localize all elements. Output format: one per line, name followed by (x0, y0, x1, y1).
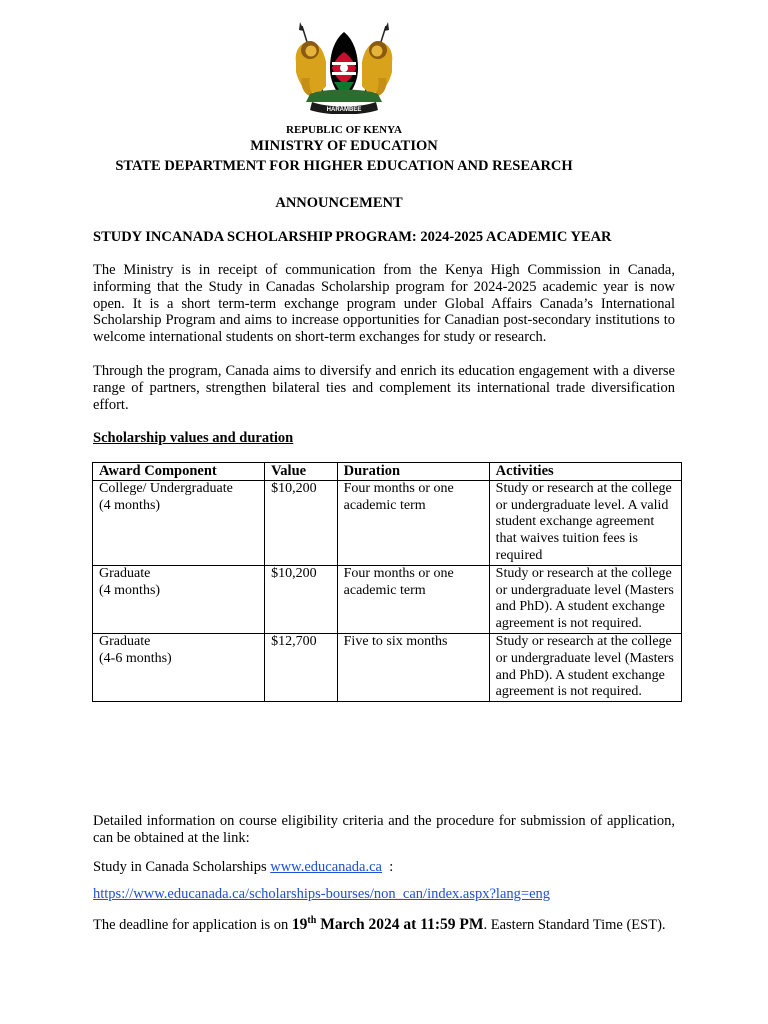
component-name: College/ Undergraduate (99, 480, 233, 496)
activities-cell: Study or research at the college or undergraduate level. A valid student exchange agreement that waives tuition fees is required (489, 480, 681, 565)
deadline-date: March 2024 at 11:59 PM (320, 916, 484, 934)
site-colon: : (389, 859, 394, 875)
educanada-site-link[interactable]: www.educanada.ca (270, 859, 382, 875)
table-row (93, 480, 682, 565)
deadline-day-suffix: th (307, 915, 317, 926)
table-row (93, 565, 682, 633)
republic-heading: REPUBLIC OF KENYA (286, 124, 402, 136)
duration-cell: Four months or one academic term (337, 565, 489, 633)
ministry-heading: MINISTRY OF EDUCATION (250, 138, 438, 154)
component-period: (4 months) (99, 497, 161, 513)
deadline-rest: . Eastern Standard Time (EST). (483, 917, 666, 934)
deadline-day-number: 19 (291, 916, 308, 934)
col-duration: Duration (337, 463, 489, 481)
department-heading: STATE DEPARTMENT FOR HIGHER EDUCATION AND RESEARCH (115, 158, 573, 174)
motto-text: HARAMBEE (326, 107, 362, 113)
duration-cell: Four months or one academic term (337, 480, 489, 565)
details-paragraph: Detailed information on course eligibility criteria and the procedure for submission of application, can be obtained at the link: (93, 813, 675, 846)
table-heading: Scholarship values and duration (93, 430, 294, 446)
site-label: Study in Canada Scholarships (93, 859, 267, 875)
component-period: (4 months) (99, 582, 161, 598)
award-component-cell (93, 633, 265, 701)
activities-cell: Study or research at the college or undergraduate level (Masters and PhD). A student exchange agreement is not required. (489, 565, 681, 633)
award-component-cell (93, 480, 265, 565)
kenya-coat-of-arms (288, 22, 400, 114)
deadline-prefix: The deadline for application is on (93, 917, 289, 934)
component-name: Graduate (99, 633, 151, 649)
component-period: (4-6 months) (99, 650, 172, 666)
col-value: Value (265, 463, 337, 481)
purpose-paragraph: Through the program, Canada aims to diversify and enrich its education engagement with a diverse range of partners, strengthen bilateral ties and complement its international trade diversification effort. (93, 363, 675, 413)
announcement-heading: ANNOUNCEMENT (275, 195, 403, 211)
value-cell: $10,200 (265, 565, 337, 633)
intro-paragraph: The Ministry is in receipt of communication from the Kenya High Commission in Canada, informing that the Study in Canadas Scholarship program for 2024-2025 academic year is now open. It is a short term-term exchange program under Global Affairs Canada’s International Scholarship Program and aims to increase opportunities for Canadian post-secondary institutions to welcome international students on short-term exchanges for study or research. (93, 262, 675, 346)
duration-cell: Five to six months (337, 633, 489, 701)
url-line (93, 886, 550, 903)
component-name: Graduate (99, 565, 151, 581)
col-activities: Activities (489, 463, 681, 481)
scholarship-url-link[interactable]: https://www.educanada.ca/scholarships-bourses/non_can/index.aspx?lang=eng (93, 886, 551, 902)
col-award-component: Award Component (93, 463, 265, 481)
table-row (93, 633, 682, 701)
award-component-cell (93, 565, 265, 633)
table-header-row (93, 463, 682, 481)
value-cell: $12,700 (265, 633, 337, 701)
scholarship-table (92, 462, 682, 702)
deadline-paragraph (93, 913, 675, 934)
activities-cell: Study or research at the college or undergraduate level (Masters and PhD). A student exchange agreement is not required. (489, 633, 681, 701)
deadline-day (292, 916, 484, 933)
program-title: STUDY INCANADA SCHOLARSHIP PROGRAM: 2024-2025 ACADEMIC YEAR (93, 229, 612, 245)
site-line (93, 859, 393, 876)
value-cell: $10,200 (265, 480, 337, 565)
